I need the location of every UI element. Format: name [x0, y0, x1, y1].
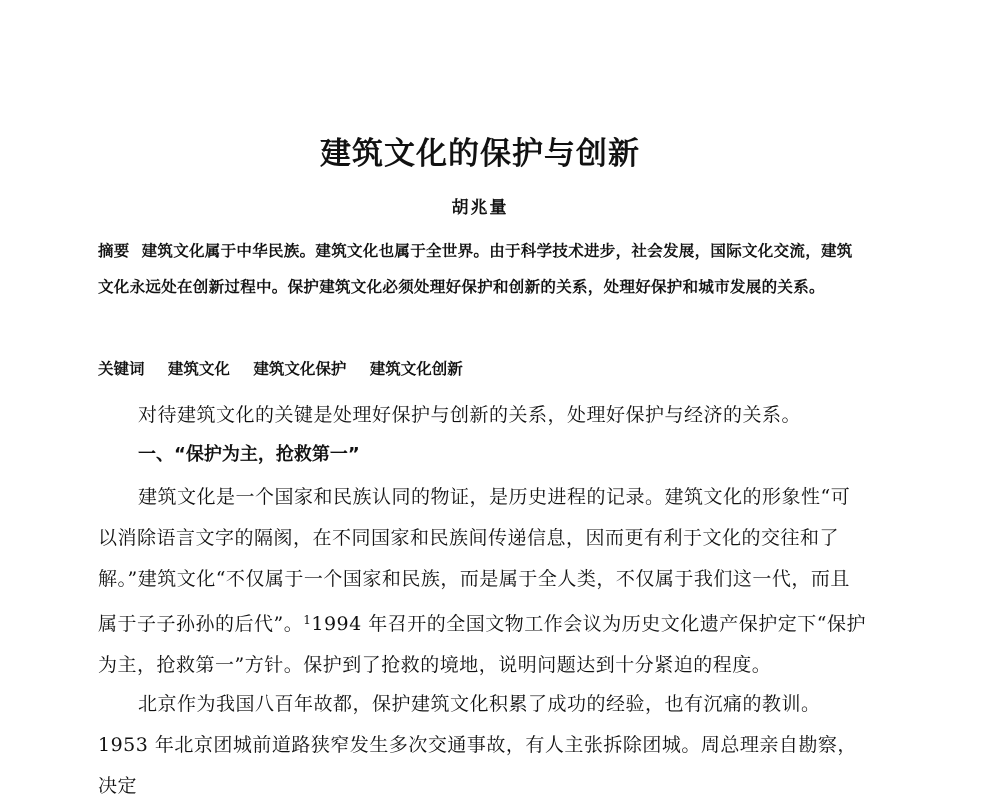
intro-paragraph: 对待建筑文化的关键是处理好保护与创新的关系，处理好保护与经济的关系。: [138, 404, 802, 426]
body-paragraph-1: [98, 477, 868, 686]
keywords: [98, 357, 481, 379]
abstract-text: 建筑文化属于中华民族。建筑文化也属于全世界。由于科学技术进步，社会发展，国际文化交流，建筑文化永远处在创新过程中。保护建筑文化必须处理好保护和创新的关系，处理好保护和城市发展的关系。: [98, 242, 853, 296]
paragraph-text: 1994 年召开的全国文物工作会议为历史文化遗产保护定下“保护为主，抢救第一”方针。保护到了抢救的境地，说明问题达到十分紧迫的程度。: [98, 613, 866, 676]
keywords-label: 关键词: [98, 360, 145, 378]
abstract: [98, 233, 868, 305]
body-paragraph-2: 北京作为我国八百年故都，保护建筑文化积累了成功的经验，也有沉痛的教训。1953 年北京团城前道路狭窄发生多次交通事故，有人主张拆除团城。周总理亲自勘察，决定: [98, 693, 857, 797]
reference-marker: 1: [303, 613, 312, 627]
article-title: 建筑文化的保护与创新: [320, 136, 640, 172]
author-name: 胡兆量: [451, 198, 509, 218]
keyword-item: 建筑文化: [167, 360, 230, 378]
paragraph-text: 建筑文化是一个国家和民族认同的物证，是历史进程的记录。建筑文化的形象性“可以消除语言文字的隔阂，在不同国家和民族间传递信息，因而更有利于文化的交往和了解。”建筑文化“不仅属于一个国家和民族，而是属于全人类，不仅属于我们这一代，而且属于子子孙孙的后代”。: [98, 486, 851, 635]
section-heading: 一、“保护为主，抢救第一”: [138, 444, 360, 465]
keyword-item: 建筑文化创新: [369, 360, 463, 378]
keyword-item: 建筑文化保护: [253, 360, 347, 378]
abstract-label: 摘要: [98, 242, 130, 260]
